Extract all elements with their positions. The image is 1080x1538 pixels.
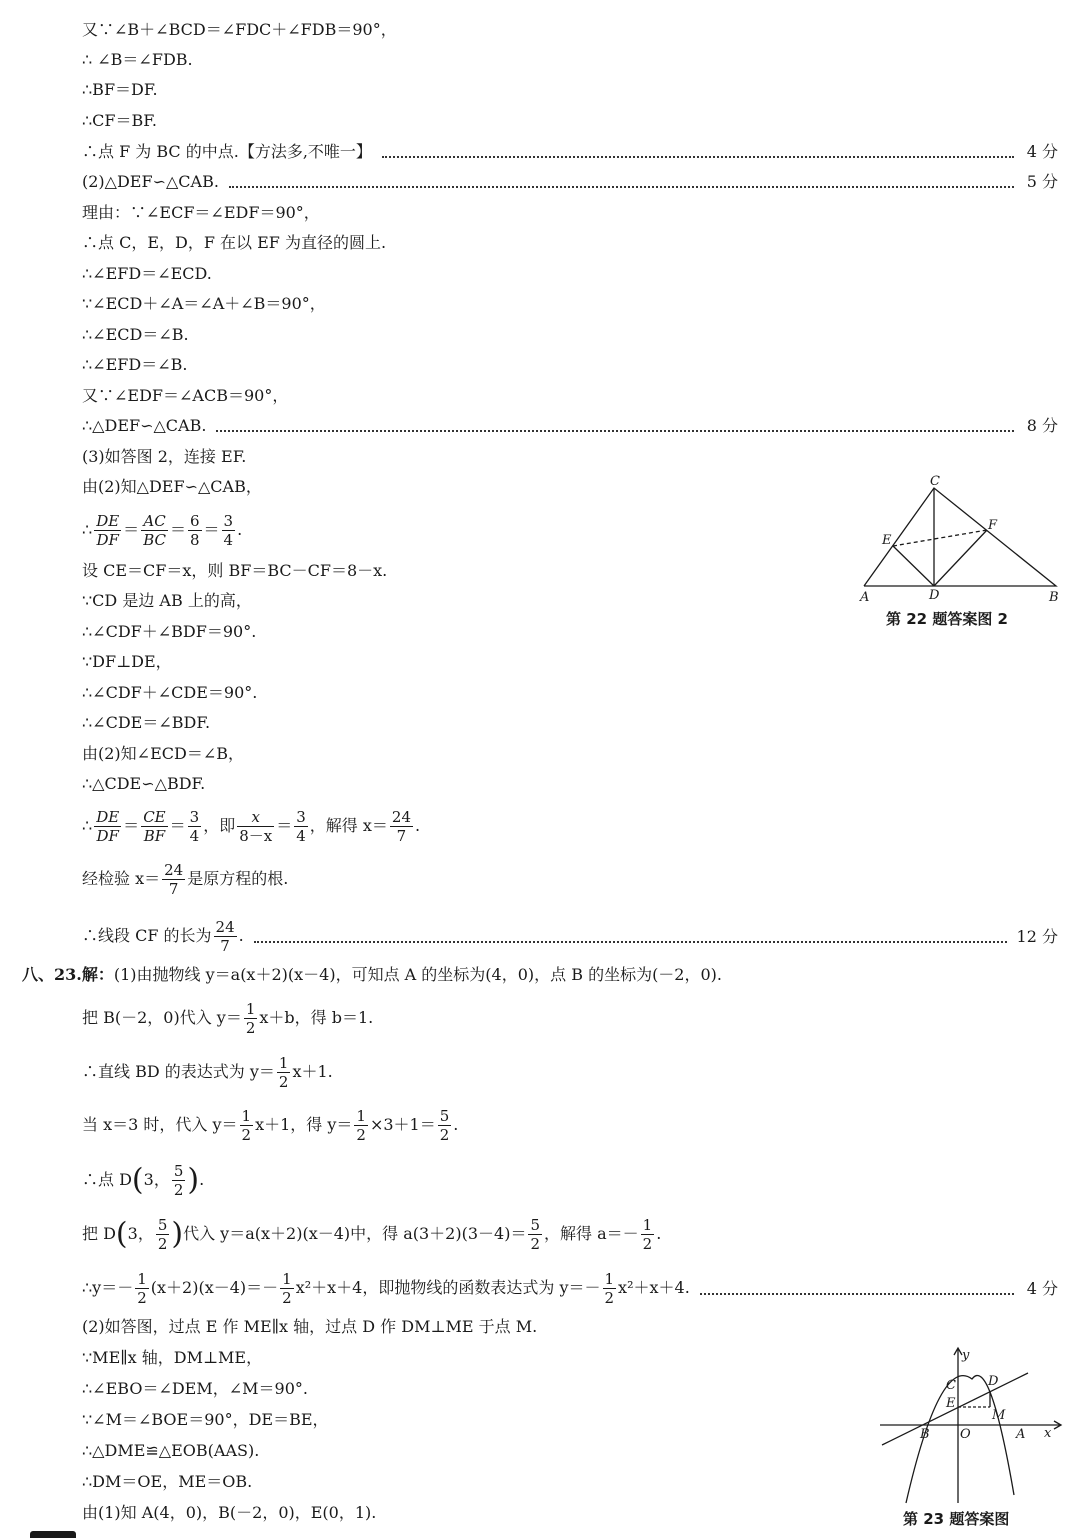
label-m: M	[992, 1408, 1006, 1423]
fraction: $\frac{5}{2}$	[157, 1216, 168, 1253]
q22-line-27: 经检验 x＝ $\frac{24}{7}$ 是原方程的根.	[82, 861, 289, 898]
q23-line-4: 当 x＝3 时，代入 y＝ $\frac{1}{2}$ x＋1，得 y＝ $\frac{1}{2}$ ×3＋1＝ $\frac{5}{2}$ .	[82, 1107, 459, 1144]
fraction: $\frac{1}{2}$	[604, 1270, 615, 1307]
fraction: $\frac{3}{4}$	[189, 808, 200, 845]
q22-line-2: ∴ ∠B＝∠FDB.	[82, 50, 193, 69]
q22-line-21: ∵DF⊥DE，	[82, 652, 172, 671]
q22-score-line-1	[82, 141, 1058, 163]
q22-line-19: ∵CD 是边 AB 上的高，	[82, 591, 252, 610]
label-b: B	[920, 1427, 930, 1442]
fraction: $\frac{5}{2}$	[530, 1216, 540, 1253]
fraction: $\frac{3}{4}$	[223, 512, 234, 549]
fraction: $\frac{x}{8-x}$	[239, 808, 273, 845]
fraction: $\frac{DE}{DF}$	[96, 808, 120, 845]
q23-line-9: ∵ME∥x 轴，DM⊥ME，	[82, 1348, 263, 1367]
q22-score-line-2	[82, 171, 1058, 193]
score-points: 5 分	[1026, 172, 1058, 191]
label-a: A	[1016, 1427, 1026, 1442]
q23-line-14: 由(1)知 A(4，0)，B(－2，0)，E(0，1).	[82, 1503, 377, 1522]
score-points: 12 分	[1016, 926, 1058, 946]
q22-line-10: ∵∠ECD＋∠A＝∠A＋∠B＝90°，	[82, 294, 326, 313]
q22-line-28: ∴线段 CF 的长为 $\frac{24}{7}$ .	[82, 918, 244, 955]
label-o: O	[960, 1427, 971, 1442]
label-d: D	[929, 588, 940, 603]
fraction: $\frac{DE}{DF}$	[96, 512, 120, 549]
dotted-leader	[382, 146, 1014, 158]
q22-line-3: ∴BF＝DF.	[82, 80, 158, 99]
q22-line-8: ∴点 C，E，D，F 在以 EF 为直径的圆上.	[82, 233, 387, 252]
q22-line-24: 由(2)知∠ECD＝∠B，	[82, 744, 244, 763]
q22-figure-triangle	[850, 472, 1065, 607]
fraction: $\frac{1}{2}$	[137, 1270, 147, 1307]
dotted-leader	[229, 176, 1014, 188]
page-corner-tab	[30, 1531, 76, 1538]
q22-score-line-4	[82, 918, 1058, 955]
q23-line-11: ∵∠M＝∠BOE＝90°，DE＝BE，	[82, 1410, 329, 1429]
label-d: D	[988, 1374, 999, 1389]
fraction: $\frac{24}{7}$	[164, 861, 184, 898]
segment-df	[934, 530, 987, 586]
fraction: $\frac{1}{2}$	[278, 1054, 289, 1091]
q22-line-1: 又∵∠B＋∠BCD＝∠FDC＋∠FDB＝90°，	[82, 20, 397, 39]
label-c: C	[930, 474, 940, 489]
fraction: $\frac{CE}{BF}$	[143, 808, 166, 845]
q23-line-12: ∴△DME≌△EOB(AAS).	[82, 1441, 260, 1460]
q23-line-3: ∴直线 BD 的表达式为 y＝ $\frac{1}{2}$ x＋1.	[82, 1054, 333, 1091]
label-b: B	[1049, 590, 1059, 605]
fraction: $\frac{5}{2}$	[173, 1162, 184, 1199]
dotted-leader	[216, 420, 1014, 432]
q22-score-line-3	[82, 415, 1058, 437]
q23-figure-caption: 第 23 题答案图	[903, 1510, 1010, 1528]
q22-line-17: ∴ $\frac{DE}{DF}$ ＝ $\frac{AC}{BC}$ ＝ $\frac{6}{8}$ ＝ $\frac{3}{4}$ .	[82, 512, 243, 549]
label-c: C	[946, 1378, 956, 1393]
segment-ef-dashed	[893, 530, 987, 546]
score-points: 4 分	[1026, 1278, 1058, 1298]
label-a: A	[860, 590, 870, 605]
q22-line-16: 由(2)知△DEF∽△CAB，	[82, 477, 262, 496]
q22-line-9: ∴∠EFD＝∠ECD.	[82, 264, 212, 283]
q22-line-6: (2)△DEF∽△CAB.	[82, 172, 219, 191]
fraction: $\frac{24}{7}$	[215, 918, 235, 955]
fraction: $\frac{1}{2}$	[245, 1000, 256, 1037]
q22-line-23: ∴∠CDE＝∠BDF.	[82, 713, 211, 732]
q23-line-1: 八、23.解：(1)由抛物线 y＝a(x＋2)(x－4)，可知点 A 的坐标为(4，0)，点 B 的坐标为(－2，0).	[22, 965, 722, 984]
q23-line-10: ∴∠EBO＝∠DEM，∠M＝90°.	[82, 1379, 308, 1398]
fraction: $\frac{1}{2}$	[282, 1270, 292, 1307]
fraction: $\frac{1}{2}$	[642, 1216, 653, 1253]
fraction: $\frac{24}{7}$	[391, 808, 411, 845]
fraction: $\frac{3}{4}$	[296, 808, 306, 845]
q23-figure-parabola	[878, 1345, 1068, 1505]
fraction: $\frac{6}{8}$	[189, 512, 200, 549]
fraction: $\frac{1}{2}$	[241, 1107, 252, 1144]
q22-figure-caption: 第 22 题答案图 2	[886, 610, 1008, 628]
q22-line-12: ∴∠EFD＝∠B.	[82, 355, 188, 374]
segment-de	[893, 546, 934, 586]
score-points: 4 分	[1026, 142, 1058, 161]
q23-line-6: 把 D(3， $\frac{5}{2}$ )代入 y＝a(x＋2)(x－4)中，得 a(3＋2)(3－4)＝ $\frac{5}{2}$ ，解得 a＝－ $\frac{1}{2}$ .	[82, 1216, 662, 1253]
q22-line-26: ∴ $\frac{DE}{DF}$ ＝ $\frac{CE}{BF}$ ＝ $\frac{3}{4}$ ，即 $\frac{x}{8-x}$ ＝ $\frac{3}{4}$ ，解得 x＝ $\frac{24}{7}$ .	[82, 808, 421, 845]
label-e: E	[946, 1396, 956, 1411]
label-e: E	[882, 533, 892, 548]
q23-line-13: ∴DM＝OE，ME＝OB.	[82, 1472, 253, 1491]
label-f: F	[988, 518, 998, 533]
label-y: y	[962, 1348, 970, 1363]
dotted-leader	[254, 931, 1007, 943]
q22-line-5: ∴点 F 为 BC 的中点.【方法多,不唯一】	[82, 142, 372, 161]
q23-line-7: ∴y＝－ $\frac{1}{2}$ (x＋2)(x－4)＝－ $\frac{1}{2}$ x²＋x＋4，即抛物线的函数表达式为 y＝－ $\frac{1}{2}$ x²＋x＋4.	[82, 1270, 690, 1307]
fraction: $\frac{5}{2}$	[439, 1107, 450, 1144]
q22-line-14: ∴△DEF∽△CAB.	[82, 416, 207, 435]
q22-line-13: 又∵∠EDF＝∠ACB＝90°，	[82, 386, 289, 405]
q22-line-25: ∴△CDE∽△BDF.	[82, 774, 206, 793]
q23-line-2: 把 B(－2，0)代入 y＝ $\frac{1}{2}$ x＋b，得 b＝1.	[82, 1000, 374, 1037]
q22-line-22: ∴∠CDF＋∠CDE＝90°.	[82, 683, 258, 702]
q22-line-20: ∴∠CDF＋∠BDF＝90°.	[82, 622, 257, 641]
score-points: 8 分	[1026, 416, 1058, 435]
q23-line-8: (2)如答图，过点 E 作 ME∥x 轴，过点 D 作 DM⊥ME 于点 M.	[82, 1317, 538, 1336]
q23-score-line-1	[82, 1270, 1058, 1307]
q22-line-15: (3)如答图 2，连接 EF.	[82, 447, 247, 466]
q22-line-11: ∴∠ECD＝∠B.	[82, 325, 189, 344]
q22-line-4: ∴CF＝BF.	[82, 111, 157, 130]
label-x: x	[1044, 1426, 1052, 1441]
triangle-outline	[864, 488, 1056, 586]
q22-line-18: 设 CE＝CF＝x，则 BF＝BC－CF＝8－x.	[82, 561, 388, 580]
fraction: $\frac{1}{2}$	[356, 1107, 366, 1144]
fraction: $\frac{AC}{BC}$	[143, 512, 166, 549]
dotted-leader	[700, 1283, 1014, 1295]
q22-line-7: 理由：∵∠ECF＝∠EDF＝90°，	[82, 203, 320, 222]
q23-line-5: ∴点 D(3， $\frac{5}{2}$ ).	[82, 1162, 205, 1199]
